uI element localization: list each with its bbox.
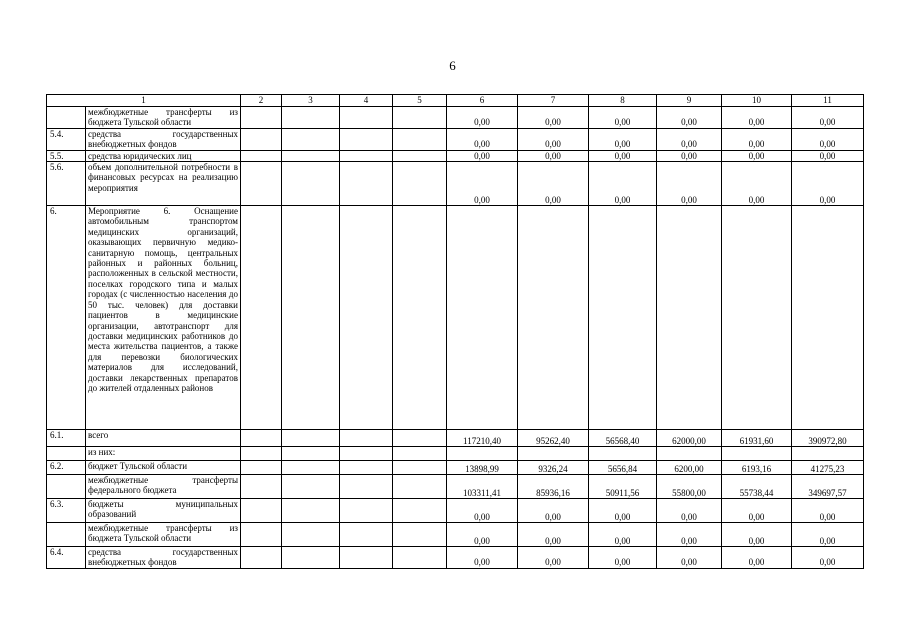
- cell-col-5: [393, 107, 447, 129]
- cell-col-8: 0,00: [589, 107, 657, 129]
- column-header-3: 3: [282, 95, 340, 107]
- table-header-row: [47, 95, 864, 107]
- row-code: [47, 447, 86, 461]
- column-header-8: 8: [589, 95, 657, 107]
- row-code: 6.4.: [47, 547, 86, 569]
- cell-col-2: [241, 523, 282, 547]
- cell-col-2: [241, 162, 282, 206]
- cell-col-9: 0,00: [657, 107, 722, 129]
- cell-col-11: 0,00: [792, 547, 864, 569]
- cell-col-2: [241, 206, 282, 430]
- cell-col-4: [340, 150, 393, 161]
- cell-col-5: [393, 150, 447, 161]
- table-row: [47, 447, 864, 461]
- row-name: межбюджетные трансферты из бюджета Тульской области: [86, 523, 241, 547]
- cell-col-8: 0,00: [589, 523, 657, 547]
- table-row: [47, 475, 864, 499]
- cell-col-11: 0,00: [792, 128, 864, 150]
- column-header-4: 4: [340, 95, 393, 107]
- row-name: всего: [86, 430, 241, 447]
- cell-col-8: 56568,40: [589, 430, 657, 447]
- cell-col-7: 0,00: [518, 107, 589, 129]
- cell-col-2: [241, 475, 282, 499]
- cell-col-3: [282, 107, 340, 129]
- cell-col-7: 0,00: [518, 162, 589, 206]
- cell-col-11: 0,00: [792, 107, 864, 129]
- row-name: межбюджетные трансферты из бюджета Тульской области: [86, 107, 241, 129]
- column-header-1: 1: [47, 95, 241, 107]
- cell-col-11: 390972,80: [792, 430, 864, 447]
- cell-col-5: [393, 128, 447, 150]
- cell-col-7: 85936,16: [518, 475, 589, 499]
- cell-col-9: 0,00: [657, 499, 722, 523]
- table-row: [47, 107, 864, 129]
- cell-col-11: 0,00: [792, 162, 864, 206]
- cell-col-6: 13898,99: [447, 461, 518, 475]
- table-row: [47, 461, 864, 475]
- cell-col-9: 0,00: [657, 128, 722, 150]
- cell-col-11: 0,00: [792, 523, 864, 547]
- cell-col-4: [340, 206, 393, 430]
- cell-col-11: [792, 206, 864, 430]
- cell-col-10: 0,00: [722, 547, 792, 569]
- cell-col-5: [393, 547, 447, 569]
- page-number: 6: [449, 58, 456, 73]
- row-code: 6.1.: [47, 430, 86, 447]
- column-header-2: 2: [241, 95, 282, 107]
- cell-col-10: 61931,60: [722, 430, 792, 447]
- cell-col-5: [393, 447, 447, 461]
- cell-col-9: [657, 206, 722, 430]
- row-name: бюджет Тульской области: [86, 461, 241, 475]
- table-row: [47, 499, 864, 523]
- budget-table: [46, 94, 864, 569]
- cell-col-3: [282, 475, 340, 499]
- cell-col-10: [722, 206, 792, 430]
- cell-col-8: 0,00: [589, 162, 657, 206]
- cell-col-9: [657, 447, 722, 461]
- cell-col-5: [393, 475, 447, 499]
- cell-col-3: [282, 162, 340, 206]
- cell-col-3: [282, 430, 340, 447]
- cell-col-10: [722, 447, 792, 461]
- row-code: [47, 475, 86, 499]
- row-name: из них:: [86, 447, 241, 461]
- cell-col-2: [241, 499, 282, 523]
- cell-col-9: 0,00: [657, 523, 722, 547]
- cell-col-10: 6193,16: [722, 461, 792, 475]
- cell-col-3: [282, 547, 340, 569]
- row-code: 6.2.: [47, 461, 86, 475]
- cell-col-4: [340, 430, 393, 447]
- row-name: средства юридических лиц: [86, 150, 241, 161]
- row-name: бюджеты муниципальных образований: [86, 499, 241, 523]
- cell-col-5: [393, 461, 447, 475]
- cell-col-9: 55800,00: [657, 475, 722, 499]
- row-code: [47, 107, 86, 129]
- table-row: [47, 547, 864, 569]
- cell-col-2: [241, 107, 282, 129]
- cell-col-11: 0,00: [792, 499, 864, 523]
- cell-col-10: 0,00: [722, 162, 792, 206]
- table-row: [47, 523, 864, 547]
- cell-col-6: 0,00: [447, 107, 518, 129]
- cell-col-5: [393, 430, 447, 447]
- table-row: [47, 150, 864, 161]
- cell-col-2: [241, 547, 282, 569]
- cell-col-7: [518, 447, 589, 461]
- cell-col-5: [393, 162, 447, 206]
- cell-col-3: [282, 150, 340, 161]
- cell-col-6: 0,00: [447, 499, 518, 523]
- row-name: Мероприятие 6. Оснащение автомобильным транспортом медицинских организаций, оказывающих первичную медико-санитарную помощь, центральных районных и районных больниц, расположенных в сельской местности, поселках городского типа и малых городах (с численностью населения до 50 тыс. человек) для доставки пациентов в медицинские организации, автотранспорт для доставки медицинских работников до места жительства пациентов, а также для перевозки биологических материалов для исследований, доставки лекарственных препаратов до жителей отдаленных районов: [86, 206, 241, 430]
- column-header-9: 9: [657, 95, 722, 107]
- cell-col-5: [393, 499, 447, 523]
- row-name: объем дополнительной потребности в финансовых ресурсах на реализацию мероприятия: [86, 162, 241, 206]
- row-code: 6.: [47, 206, 86, 430]
- column-header-6: 6: [447, 95, 518, 107]
- cell-col-11: [792, 447, 864, 461]
- cell-col-3: [282, 523, 340, 547]
- cell-col-4: [340, 447, 393, 461]
- table-row: [47, 128, 864, 150]
- cell-col-8: 0,00: [589, 499, 657, 523]
- cell-col-7: 0,00: [518, 523, 589, 547]
- cell-col-7: [518, 206, 589, 430]
- cell-col-4: [340, 547, 393, 569]
- cell-col-10: 0,00: [722, 107, 792, 129]
- cell-col-2: [241, 447, 282, 461]
- row-name: межбюджетные трансферты федерального бюджета: [86, 475, 241, 499]
- cell-col-11: 349697,57: [792, 475, 864, 499]
- cell-col-10: 0,00: [722, 499, 792, 523]
- cell-col-6: 0,00: [447, 128, 518, 150]
- cell-col-6: 0,00: [447, 150, 518, 161]
- cell-col-6: 0,00: [447, 547, 518, 569]
- cell-col-10: 55738,44: [722, 475, 792, 499]
- cell-col-9: 62000,00: [657, 430, 722, 447]
- table-row: [47, 430, 864, 447]
- cell-col-10: 0,00: [722, 150, 792, 161]
- cell-col-2: [241, 430, 282, 447]
- cell-col-9: 0,00: [657, 150, 722, 161]
- cell-col-3: [282, 447, 340, 461]
- cell-col-4: [340, 461, 393, 475]
- row-code: 5.5.: [47, 150, 86, 161]
- cell-col-3: [282, 128, 340, 150]
- cell-col-2: [241, 128, 282, 150]
- cell-col-4: [340, 499, 393, 523]
- cell-col-4: [340, 475, 393, 499]
- cell-col-9: 0,00: [657, 162, 722, 206]
- cell-col-9: 6200,00: [657, 461, 722, 475]
- cell-col-6: [447, 447, 518, 461]
- cell-col-7: 0,00: [518, 499, 589, 523]
- row-name: средства государственных внебюджетных фондов: [86, 128, 241, 150]
- cell-col-8: 5656,84: [589, 461, 657, 475]
- row-code: 5.4.: [47, 128, 86, 150]
- column-header-11: 11: [792, 95, 864, 107]
- cell-col-7: 95262,40: [518, 430, 589, 447]
- cell-col-5: [393, 523, 447, 547]
- cell-col-11: 41275,23: [792, 461, 864, 475]
- cell-col-9: 0,00: [657, 547, 722, 569]
- column-header-10: 10: [722, 95, 792, 107]
- cell-col-6: 103311,41: [447, 475, 518, 499]
- cell-col-2: [241, 150, 282, 161]
- cell-col-4: [340, 162, 393, 206]
- cell-col-7: 0,00: [518, 150, 589, 161]
- cell-col-7: 0,00: [518, 547, 589, 569]
- cell-col-8: [589, 206, 657, 430]
- cell-col-4: [340, 128, 393, 150]
- cell-col-11: 0,00: [792, 150, 864, 161]
- cell-col-10: 0,00: [722, 128, 792, 150]
- cell-col-6: [447, 206, 518, 430]
- cell-col-8: 0,00: [589, 547, 657, 569]
- row-code: [47, 523, 86, 547]
- cell-col-4: [340, 107, 393, 129]
- row-code: 6.3.: [47, 499, 86, 523]
- cell-col-10: 0,00: [722, 523, 792, 547]
- table-row: [47, 206, 864, 430]
- row-code: 5.6.: [47, 162, 86, 206]
- cell-col-7: 9326,24: [518, 461, 589, 475]
- table-row: [47, 162, 864, 206]
- cell-col-6: 117210,40: [447, 430, 518, 447]
- cell-col-3: [282, 461, 340, 475]
- cell-col-3: [282, 206, 340, 430]
- cell-col-8: 0,00: [589, 150, 657, 161]
- column-header-5: 5: [393, 95, 447, 107]
- cell-col-8: [589, 447, 657, 461]
- cell-col-6: 0,00: [447, 162, 518, 206]
- column-header-7: 7: [518, 95, 589, 107]
- cell-col-8: 50911,56: [589, 475, 657, 499]
- cell-col-8: 0,00: [589, 128, 657, 150]
- cell-col-4: [340, 523, 393, 547]
- cell-col-2: [241, 461, 282, 475]
- cell-col-3: [282, 499, 340, 523]
- cell-col-7: 0,00: [518, 128, 589, 150]
- cell-col-5: [393, 206, 447, 430]
- row-name: средства государственных внебюджетных фондов: [86, 547, 241, 569]
- cell-col-6: 0,00: [447, 523, 518, 547]
